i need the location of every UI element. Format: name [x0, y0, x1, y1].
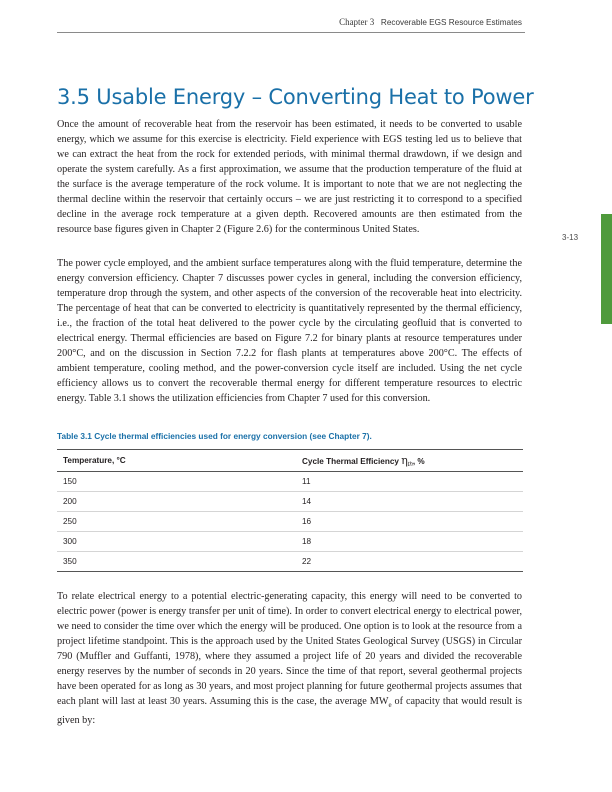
- cell-efficiency: 14: [296, 492, 523, 512]
- running-header: [339, 17, 522, 27]
- cell-temperature: 200: [57, 492, 296, 512]
- chapter-tab-marker: [601, 214, 612, 324]
- paragraph-2: The power cycle employed, and the ambient surface temperatures along with the fluid temperature, determine the energy conversion efficiency. Chapter 7 discusses power cycles in general, including the conversion efficiency, temperature drop through the system, and other aspects of the conversion of the recoverable heat into electricity. The percentage of heat that can be converted to electricity is quantitatively represented by the thermal efficiency, i.e., the fraction of the total heat delivered to the power cycle by the circulating geofluid that is converted to electrical energy. Thermal efficiencies are based on Figure 7.2 for binary plants at resource temperatures under 200°C, and on the discussion in Section 7.2.2 for flash plants at temperatures above 200°C. The effects of ambient temperature, cooling method, and the power-conversion cycle itself are included. Using the net cycle efficiency allows us to convert the recoverable thermal energy for different temperature resources to electric energy. Table 3.1 shows the utilization efficiencies from Chapter 7 used for this conversion.: [57, 258, 522, 404]
- efficiency-table: [57, 449, 523, 572]
- cell-temperature: 250: [57, 512, 296, 532]
- cell-temperature: 350: [57, 552, 296, 572]
- table-row: [57, 512, 523, 532]
- mwe-subscript: e: [388, 701, 392, 710]
- cell-efficiency: 16: [296, 512, 523, 532]
- cell-efficiency: 11: [296, 472, 523, 492]
- table-header-row: [57, 450, 523, 472]
- column-header-temperature: Temperature, °C: [57, 450, 296, 472]
- cell-temperature: 150: [57, 472, 296, 492]
- eta-symbol: η: [401, 453, 408, 467]
- paragraph-3-main: To relate electrical energy to a potential electric-generating capacity, this energy will need to be converted to electric power (power is energy transfer per unit of time). In order to convert electrical energy to electrical power, we need to consider the time over which the energy will be produced. One option is to look at the resource from a project lifetime standpoint. This is the approach used by the United States Geological Survey (USGS) in Circular 790 (Muffler and Guffanti, 1978), where they assumed a project life of 20 years and divided the recoverable energy reserves by the number of seconds in 20 years. Since the time of that report, several geothermal projects have been operated for as long as 30 years, and most project planning for future geothermal projects assumes that each plant will last at least 30 years. Assuming this is the case, the average MW: [57, 591, 522, 707]
- paragraph-1: Once the amount of recoverable heat from the reservoir has been estimated, it needs to be converted to usable energy, which we assume for this exercise is electricity. Field experience with EGS testing led us to believe that we can extract the heat from the rock for extended periods, with minimal thermal drawdown, if we design and operate the system carefully. As a first approximation, we assume that the production temperature of the fluid at the surface is the average temperature of the rock volume. It is important to note that we are not neglecting the thermal decline within the reservoir that certainly occurs – we are just restricting it to correspond to a specified decline in the average rock temperature at a given depth. Recovered amounts are then estimated from the resource base figures given in Chapter 2 (Figure 2.6) for the conterminous United States.: [57, 119, 522, 235]
- table-caption: Table 3.1 Cycle thermal efficiencies used for energy conversion (see Chapter 7).: [57, 431, 372, 441]
- cell-temperature: 300: [57, 532, 296, 552]
- header-section-title: Recoverable EGS Resource Estimates: [380, 18, 522, 27]
- cell-efficiency: 18: [296, 532, 523, 552]
- header-chapter: Chapter 3: [339, 17, 375, 27]
- eta-subscript: th: [407, 461, 413, 468]
- efficiency-header-suffix: , %: [412, 456, 425, 466]
- header-rule: [57, 32, 525, 33]
- column-header-efficiency: [296, 450, 523, 472]
- efficiency-header-prefix: Cycle Thermal Efficiency: [302, 456, 402, 466]
- paragraph-3: [57, 589, 522, 728]
- table-row: [57, 532, 523, 552]
- table-row: [57, 552, 523, 572]
- table-row: [57, 472, 523, 492]
- table-row: [57, 492, 523, 512]
- cell-efficiency: 22: [296, 552, 523, 572]
- page-number: 3-13: [562, 233, 579, 242]
- section-heading: 3.5 Usable Energy – Converting Heat to Power: [57, 85, 534, 109]
- paragraph-3-end: of capacity that would result is given by:: [57, 696, 522, 727]
